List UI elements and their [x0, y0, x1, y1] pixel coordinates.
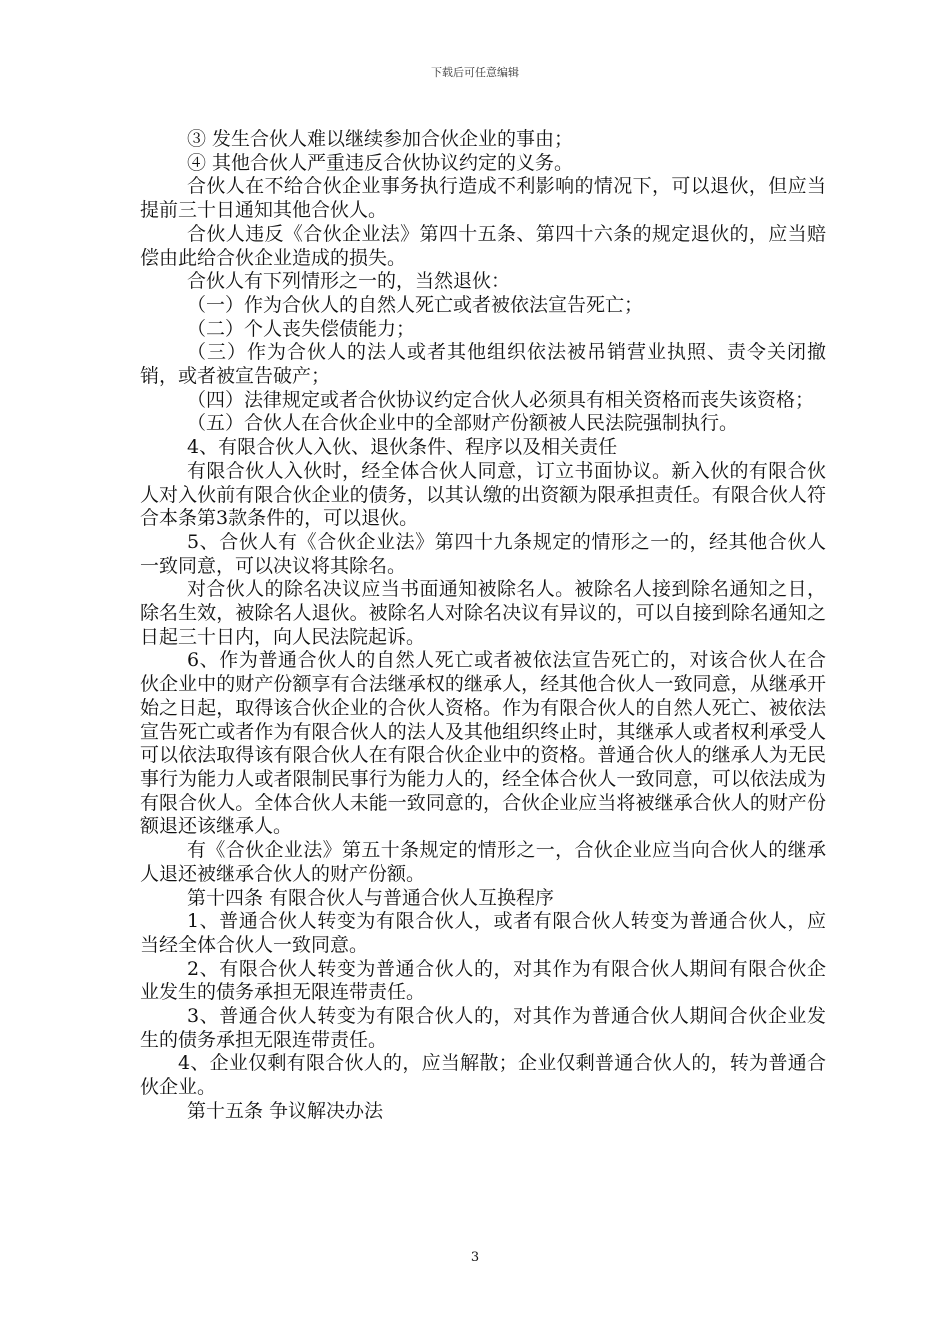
paragraph: 3、普通合伙人转变为有限合伙人的，对其作为普通合伙人期间合伙企业发生的债务承担无限连带责任。 [140, 1005, 826, 1051]
paragraph: 有《合伙企业法》第五十条规定的情形之一，合伙企业应当向合伙人的继承人退还被继承合伙人的财产份额。 [140, 839, 826, 885]
document-body [140, 128, 826, 1124]
paragraph: ③ 发生合伙人难以继续参加合伙企业的事由； [187, 128, 574, 150]
paragraph: 合伙人有下列情形之一的，当然退伙： [187, 270, 511, 293]
paragraph: （五）合伙人在合伙企业中的全部财产份额被人民法院强制执行。 [187, 412, 739, 435]
paragraph: 有限合伙人入伙时，经全体合伙人同意，订立书面协议。新入伙的有限合伙人对入伙前有限合伙企业的债务，以其认缴的出资额为限承担责任。有限合伙人符合本条第3款条件的，可以退伙。 [140, 459, 826, 530]
paragraph: 对合伙人的除名决议应当书面通知被除名人。被除名人接到除名通知之日，除名生效，被除名人退伙。被除名人对除名决议有异议的，可以自接到除名通知之日起三十日内，向人民法院起诉。 [140, 578, 826, 648]
section-heading: 4、有限合伙人入伙、退伙条件、程序以及相关责任 [187, 436, 618, 459]
article-heading: 第十四条 有限合伙人与普通合伙人互换程序 [187, 886, 555, 909]
paragraph: 5、合伙人有《合伙企业法》第四十九条规定的情形之一的，经其他合伙人一致同意，可以决议将其除名。 [140, 530, 826, 577]
paragraph: （一）作为合伙人的自然人死亡或者被依法宣告死亡； [187, 293, 644, 316]
paragraph: 6、作为普通合伙人的自然人死亡或者被依法宣告死亡的，对该合伙人在合伙企业中的财产份额享有合法继承权的继承人，经其他合伙人一致同意，从继承开始之日起，取得该合伙企业的合伙人资格。作为有限合伙人的自然人死亡、被依法宣告死亡或者作为有限合伙人的法人及其他组织终止时，其继承人或者权利承受人可以依法取得该有限合伙人在有限合伙企业中的资格。普通合伙人的继承人为无民事行为能力人或者限制民事行为能力人的，经全体合伙人一致同意，可以依法成为有限合伙人。全体合伙人未能一致同意的，合伙企业应当将被继承合伙人的财产份额退还该继承人。 [140, 649, 826, 838]
paragraph: （二）个人丧失偿债能力； [187, 317, 416, 340]
article-heading: 第十五条 争议解决办法 [187, 1099, 384, 1122]
paragraph: ④ 其他合伙人严重违反合伙协议约定的义务。 [187, 151, 574, 174]
paragraph: 合伙人在不给合伙企业事务执行造成不利影响的情况下，可以退伙，但应当提前三十日通知其他合伙人。 [140, 175, 826, 222]
paragraph: （四）法律规定或者合伙协议约定合伙人必须具有相关资格而丧失该资格； [187, 388, 815, 411]
page-number: 3 [470, 1250, 480, 1265]
paragraph: 4、企业仅剩有限合伙人的，应当解散；企业仅剩普通合伙人的，转为普通合伙企业。 [140, 1052, 826, 1099]
paragraph: （三）作为合伙人的法人或者其他组织依法被吊销营业执照、责令关闭撤销，或者被宣告破产； [140, 341, 826, 388]
paragraph: 合伙人违反《合伙企业法》第四十五条、第四十六条的规定退伙的，应当赔偿由此给合伙企业造成的损失。 [140, 222, 826, 269]
paragraph: 2、有限合伙人转变为普通合伙人的，对其作为有限合伙人期间有限合伙企业发生的债务承担无限连带责任。 [140, 957, 826, 1004]
paragraph: 1、普通合伙人转变为有限合伙人，或者有限合伙人转变为普通合伙人，应当经全体合伙人一致同意。 [140, 910, 826, 956]
page-header: 下载后可任意编辑 [431, 66, 519, 79]
